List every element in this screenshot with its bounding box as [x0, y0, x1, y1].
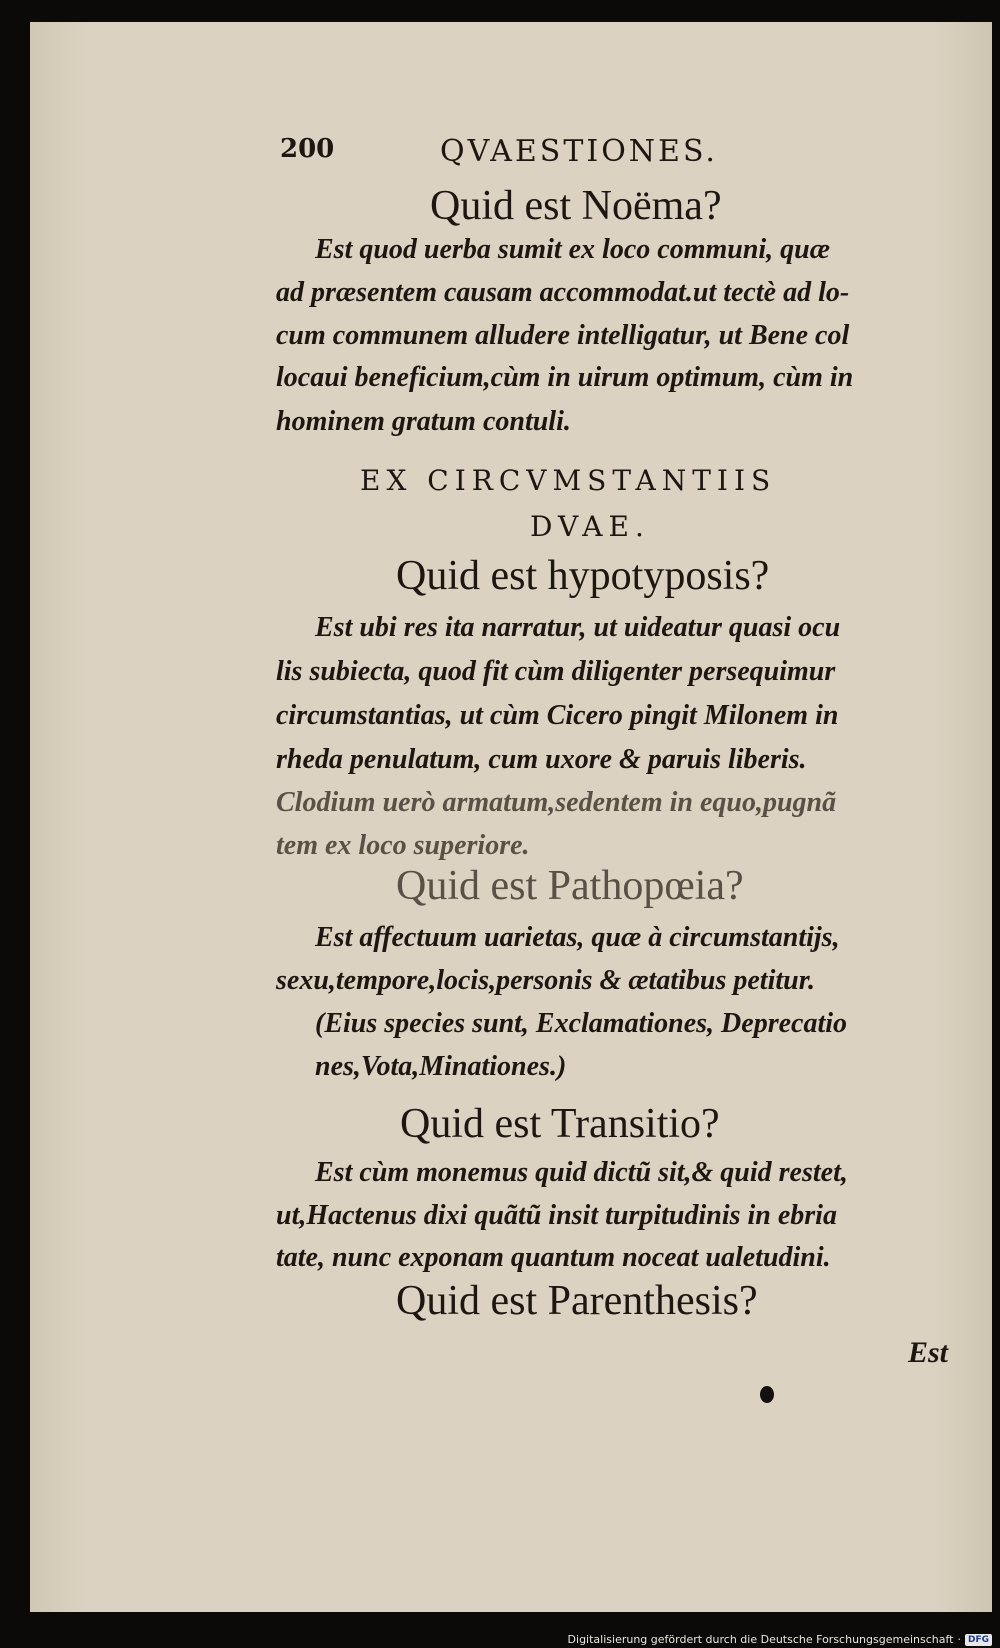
text-line: Clodium uerò armatum,sedentem in equo,pugnã: [276, 787, 837, 818]
question-heading: Quid est hypotyposis?: [396, 553, 770, 599]
text-line: Est affectuum uarietas, quæ à circumstantijs,: [315, 922, 840, 953]
text-line: Est ubi res ita narratur, ut uideatur quasi ocu: [315, 612, 841, 643]
running-head: [280, 134, 840, 174]
text-line: ad præsentem causam accommodat.ut tectè ad lo-: [276, 277, 850, 308]
text-line: locaui beneficium,cùm in uirum optimum, cùm in: [276, 362, 854, 393]
text-line: circumstantias, ut cùm Cicero pingit Milonem in: [276, 700, 839, 731]
footer-text: Digitalisierung gefördert durch die Deutsche Forschungsgemeinschaft: [567, 1633, 954, 1646]
text-line: tem ex loco superiore.: [276, 830, 530, 861]
text-line: tate, nunc exponam quantum noceat ualetudini.: [276, 1242, 831, 1273]
text-line: Est cùm monemus quid dictũ sit,& quid restet,: [315, 1157, 848, 1188]
text-line: ut,Hactenus dixi quãtũ insit turpitudinis in ebria: [276, 1200, 837, 1231]
text-line: cum communem alludere intelligatur, ut Bene col: [276, 320, 850, 351]
catchword: Est: [908, 1336, 949, 1369]
ink-spot: [760, 1386, 774, 1403]
text-line: sexu,tempore,locis,personis & ætatibus petitur.: [276, 965, 816, 996]
book-page: [30, 22, 992, 1612]
section-heading-cont: DVAE.: [530, 510, 650, 543]
question-heading: Quid est Noëma?: [430, 183, 722, 229]
digitization-footer: Digitalisierung gefördert durch die Deutsche Forschungsgemeinschaft · DFG: [568, 1633, 992, 1646]
question-heading: Quid est Pathopœia?: [396, 863, 744, 909]
page-number: 200: [280, 134, 335, 164]
dfg-logo-icon: DFG: [965, 1634, 992, 1646]
question-heading: Quid est Parenthesis?: [396, 1278, 758, 1324]
text-line: Est quod uerba sumit ex loco communi, quæ: [315, 234, 830, 265]
text-line: rheda penulatum, cum uxore & paruis liberis.: [276, 744, 807, 775]
text-line: lis subiecta, quod fit cùm diligenter persequimur: [276, 656, 836, 687]
running-title: QVAESTIONES.: [440, 134, 718, 169]
section-heading: EX CIRCVMSTANTIIS: [360, 464, 777, 497]
question-heading: Quid est Transitio?: [400, 1101, 720, 1147]
text-line: hominem gratum contuli.: [276, 406, 571, 437]
text-line: nes,Vota,Minationes.): [315, 1051, 567, 1082]
text-line: (Eius species sunt, Exclamationes, Deprecatio: [315, 1008, 847, 1039]
